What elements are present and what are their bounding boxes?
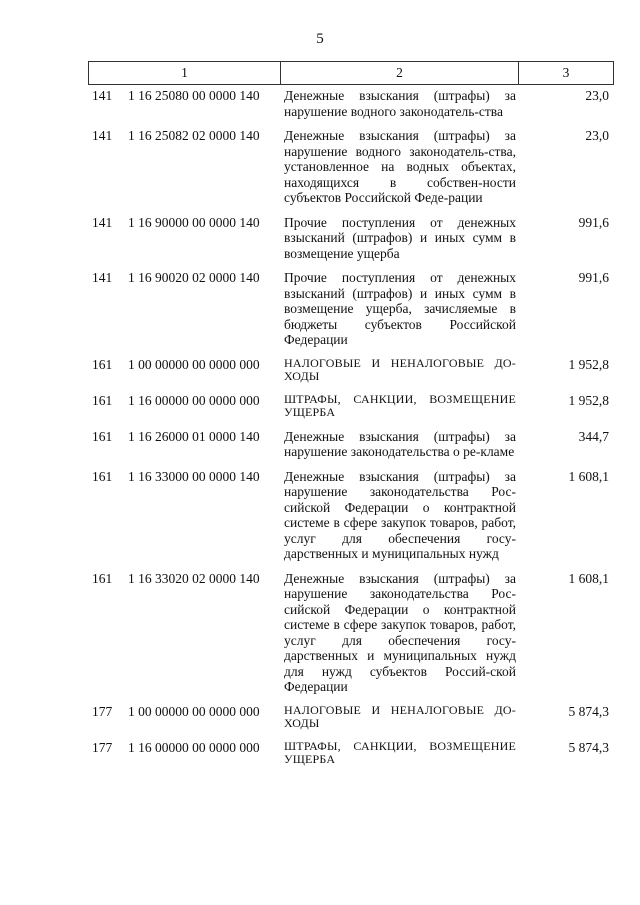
revenue-name: Прочие поступления от денежных взысканий (штрафов) и иных сумм в возмещение ущерба (284, 214, 516, 261)
budget-classification-code: 1 16 25082 02 0000 140 (128, 128, 260, 143)
revenue-name: Денежные взыскания (штрафы) за нарушение законодательства о ре-кламе (284, 428, 516, 459)
budget-classification-code: 1 16 26000 01 0000 140 (128, 428, 260, 444)
table-row (0, 213, 640, 262)
administrator-code: 161 (92, 570, 113, 586)
amount: 23,0 (585, 88, 609, 103)
budget-classification-code: 1 16 25080 00 0000 140 (128, 88, 260, 103)
administrator-code: 141 (92, 128, 113, 143)
column-header-3: 3 (519, 62, 614, 85)
revenue-name: НАЛОГОВЫЕ И НЕНАЛОГОВЫЕ ДО-ХОДЫ (284, 702, 516, 730)
table-row (0, 738, 640, 767)
column-header-row (89, 62, 614, 85)
budget-classification-code: 1 16 00000 00 0000 000 (128, 392, 260, 408)
revenue-name: Денежные взыскания (штрафы) за нарушение законодательства Рос-сийской Федерации о контрактной системе в сфере закупок товаров, работ, услуг для обеспечения госу-дарственных и муниципальных нужд для нужд субъектов Россий-ской Федерации (284, 570, 516, 694)
amount: 1 608,1 (568, 570, 609, 586)
revenue-name: ШТРАФЫ, САНКЦИИ, ВОЗМЕЩЕНИЕ УЩЕРБА (284, 391, 516, 419)
column-header-1: 1 (89, 62, 281, 85)
amount: 991,6 (578, 270, 609, 285)
administrator-code: 161 (92, 468, 113, 484)
administrator-code: 141 (92, 88, 113, 103)
administrator-code: 177 (92, 703, 113, 719)
administrator-code: 141 (92, 214, 113, 230)
table-row (0, 702, 640, 731)
table-row (0, 355, 640, 384)
budget-classification-code: 1 16 90000 00 0000 140 (128, 214, 260, 230)
column-header-table (88, 61, 614, 85)
administrator-code: 161 (92, 356, 113, 372)
administrator-code: 161 (92, 392, 113, 408)
amount: 991,6 (578, 214, 609, 230)
amount: 1 952,8 (568, 392, 609, 408)
revenue-name: Денежные взыскания (штрафы) за нарушение водного законодатель-ства (284, 88, 516, 119)
revenue-name: ШТРАФЫ, САНКЦИИ, ВОЗМЕЩЕНИЕ УЩЕРБА (284, 738, 516, 766)
amount: 1 608,1 (568, 468, 609, 484)
table-row (0, 467, 640, 562)
column-header-2: 2 (281, 62, 519, 85)
budget-classification-code: 1 16 90020 02 0000 140 (128, 270, 260, 285)
revenue-name: Денежные взыскания (штрафы) за нарушение законодательства Рос-сийской Федерации о контрактной системе в сфере закупок товаров, работ, услуг для обеспечения госу-дарственных и муниципальных нужд (284, 468, 516, 561)
revenue-name: НАЛОГОВЫЕ И НЕНАЛОГОВЫЕ ДО-ХОДЫ (284, 355, 516, 383)
revenue-name: Денежные взыскания (штрафы) за нарушение водного законодатель-ства, установленное на водных объектах, находящихся в собствен-ности субъектов Российской Феде-рации (284, 128, 516, 205)
budget-classification-code: 1 00 00000 00 0000 000 (128, 703, 260, 719)
table-row (0, 391, 640, 420)
budget-classification-code: 1 00 00000 00 0000 000 (128, 356, 260, 372)
amount: 5 874,3 (568, 703, 609, 719)
table-row (0, 86, 640, 119)
amount: 1 952,8 (568, 356, 609, 372)
budget-classification-code: 1 16 33020 02 0000 140 (128, 570, 260, 586)
table-row (0, 268, 640, 348)
administrator-code: 161 (92, 428, 113, 444)
budget-classification-code: 1 16 33000 00 0000 140 (128, 468, 260, 484)
table-row (0, 126, 640, 206)
revenue-name: Прочие поступления от денежных взысканий (штрафов) и иных сумм в возмещение ущерба, зачисляемые в бюджеты субъектов Российской Федерации (284, 270, 516, 347)
budget-classification-code: 1 16 00000 00 0000 000 (128, 739, 260, 755)
amount: 5 874,3 (568, 739, 609, 755)
table-row (0, 569, 640, 695)
revenue-rows (0, 86, 640, 774)
amount: 23,0 (585, 128, 609, 143)
administrator-code: 177 (92, 739, 113, 755)
administrator-code: 141 (92, 270, 113, 285)
page-number: 5 (316, 31, 324, 47)
table-row (0, 427, 640, 460)
amount: 344,7 (578, 428, 609, 444)
